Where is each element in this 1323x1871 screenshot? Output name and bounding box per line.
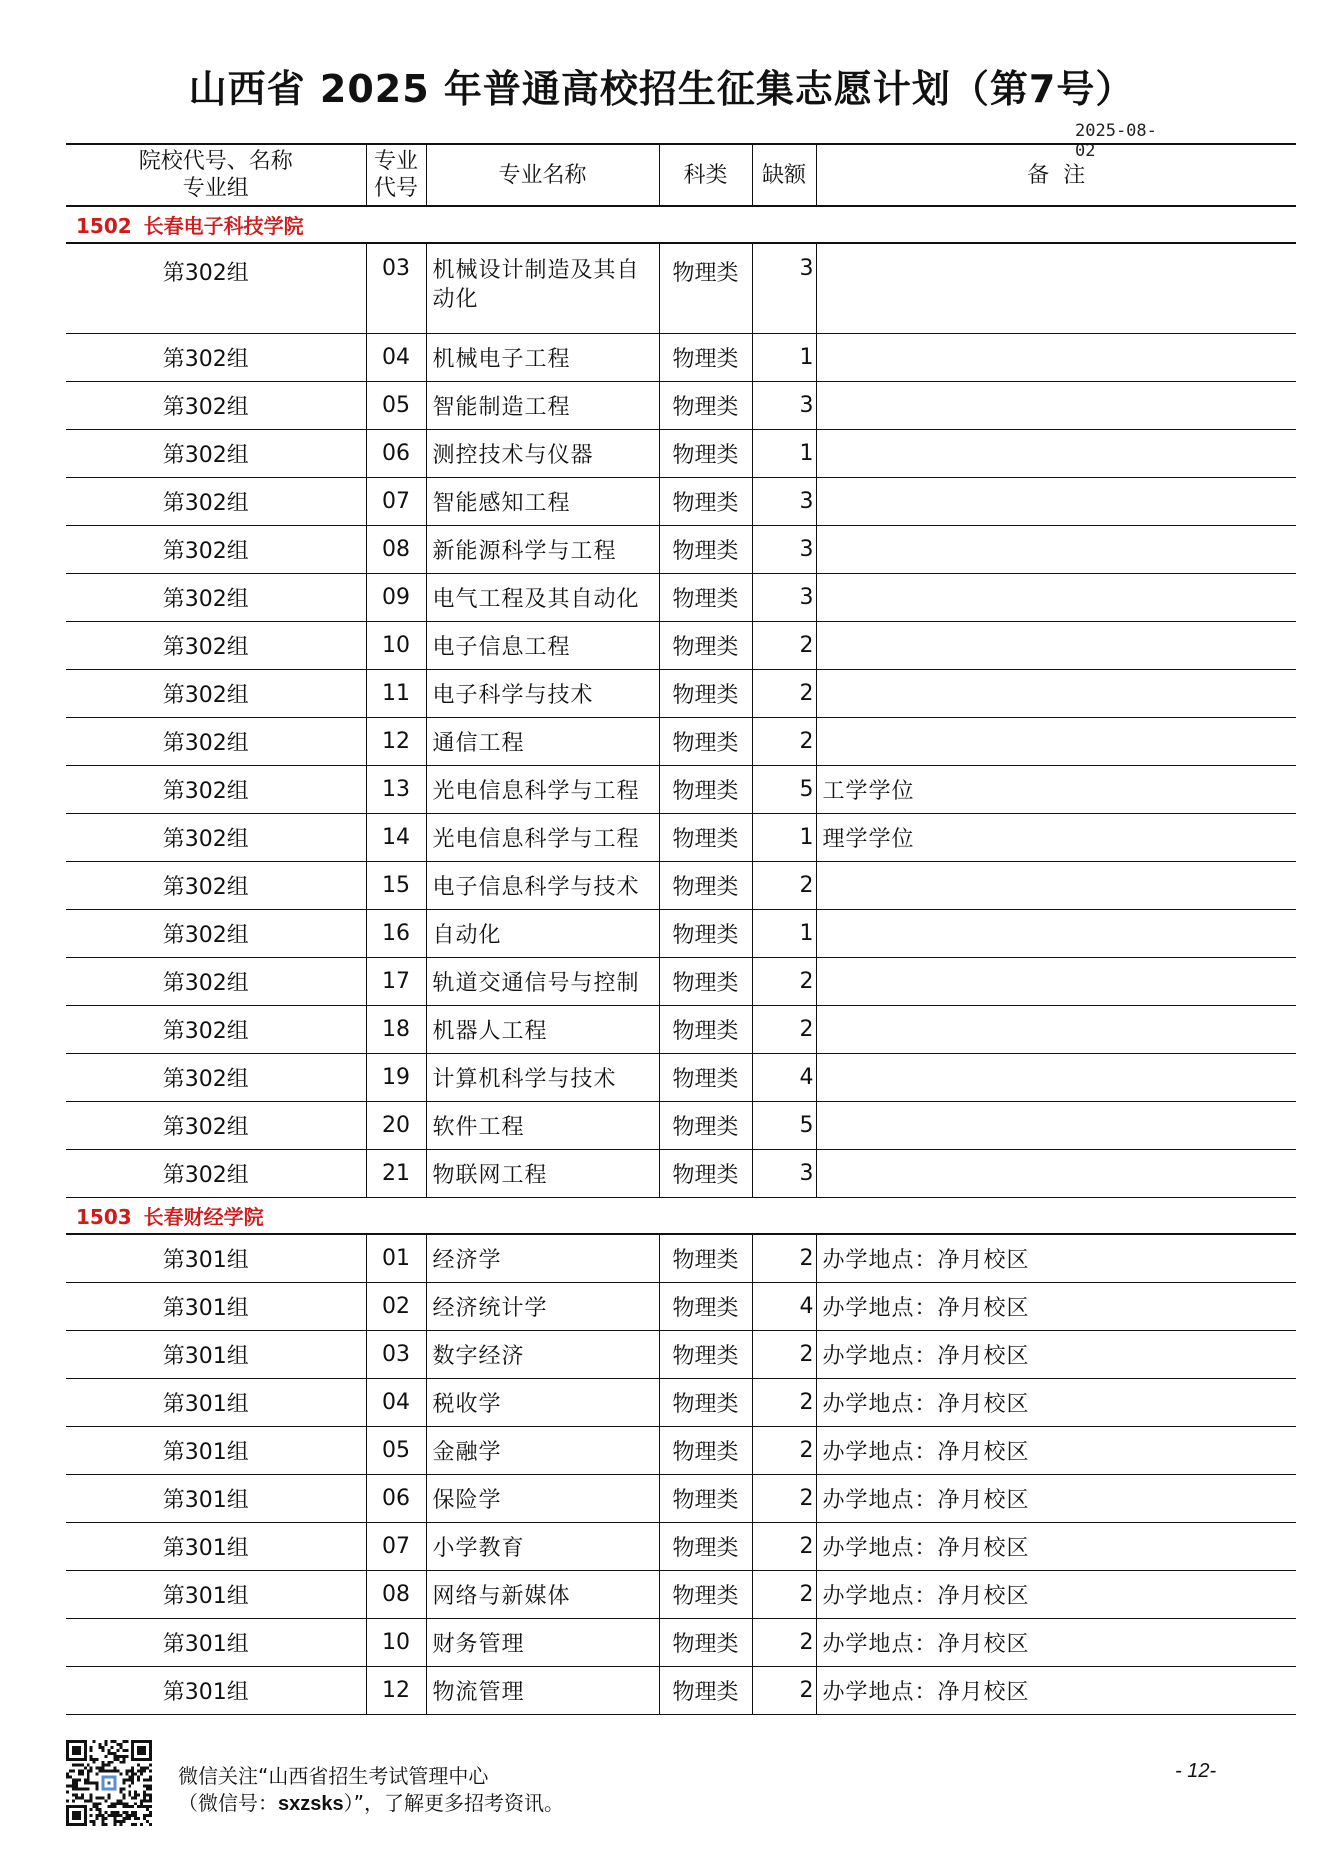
page-footer <box>0 1740 1323 1840</box>
table-row <box>66 526 1296 574</box>
vacancy-cell: 5 <box>752 1102 816 1150</box>
major-group-cell: 第302组 <box>66 1102 366 1150</box>
remarks-cell: 办学地点：净月校区 <box>816 1571 1296 1619</box>
major-code-cell: 12 <box>366 1667 426 1715</box>
vacancy-cell: 5 <box>752 766 816 814</box>
major-name-line: 电子科学与技术 <box>432 683 594 708</box>
major-name-cell <box>426 718 659 766</box>
vacancy-cell: 4 <box>752 1054 816 1102</box>
major-code-cell: 10 <box>366 1619 426 1667</box>
major-group-cell: 第302组 <box>66 334 366 382</box>
vacancy-cell: 1 <box>752 430 816 478</box>
category-cell: 物理类 <box>659 1571 752 1619</box>
major-name-line: 数字经济 <box>432 1344 525 1369</box>
major-code-cell: 03 <box>366 1331 426 1379</box>
category-cell: 物理类 <box>659 622 752 670</box>
table-row <box>66 1006 1296 1054</box>
major-name-line: 网络与新媒体 <box>432 1584 571 1609</box>
vacancy-cell: 3 <box>752 574 816 622</box>
header-school-group-line2: 专业组 <box>182 176 249 201</box>
table-row <box>66 718 1296 766</box>
category-cell: 物理类 <box>659 862 752 910</box>
table-row <box>66 1379 1296 1427</box>
category-cell: 物理类 <box>659 1054 752 1102</box>
major-group-cell: 第302组 <box>66 718 366 766</box>
category-cell: 物理类 <box>659 1667 752 1715</box>
category-cell: 物理类 <box>659 1523 752 1571</box>
table-row <box>66 1150 1296 1198</box>
major-name-line: 保险学 <box>432 1488 502 1513</box>
major-name-cell <box>426 334 659 382</box>
school-code: 1503 <box>76 1205 132 1229</box>
table-row <box>66 382 1296 430</box>
major-group-cell: 第302组 <box>66 243 366 334</box>
major-name-cell <box>426 766 659 814</box>
major-group-cell: 第302组 <box>66 958 366 1006</box>
major-group-cell: 第302组 <box>66 910 366 958</box>
category-cell: 物理类 <box>659 1102 752 1150</box>
major-name-line: 机械电子工程 <box>432 347 571 372</box>
major-name-line: 动化 <box>432 287 479 312</box>
major-name-line: 测控技术与仪器 <box>432 443 594 468</box>
table-row <box>66 478 1296 526</box>
major-name-line: 税收学 <box>432 1392 502 1417</box>
major-name-cell <box>426 1234 659 1283</box>
table-body <box>66 206 1296 1715</box>
major-group-cell: 第302组 <box>66 478 366 526</box>
remarks-cell <box>816 243 1296 334</box>
vacancy-cell: 4 <box>752 1283 816 1331</box>
major-name-line: 金融学 <box>432 1440 502 1465</box>
major-name-cell <box>426 1523 659 1571</box>
remarks-cell: 办学地点：净月校区 <box>816 1331 1296 1379</box>
vacancy-cell: 1 <box>752 910 816 958</box>
major-code-cell: 01 <box>366 1234 426 1283</box>
category-cell: 物理类 <box>659 1234 752 1283</box>
category-cell: 物理类 <box>659 1331 752 1379</box>
category-cell: 物理类 <box>659 430 752 478</box>
remarks-cell: 办学地点：净月校区 <box>816 1667 1296 1715</box>
category-cell: 物理类 <box>659 1379 752 1427</box>
major-name-cell <box>426 478 659 526</box>
table-row <box>66 1102 1296 1150</box>
vacancy-cell: 1 <box>752 814 816 862</box>
major-group-cell: 第302组 <box>66 430 366 478</box>
table-row <box>66 430 1296 478</box>
major-group-cell: 第301组 <box>66 1667 366 1715</box>
vacancy-cell: 2 <box>752 1379 816 1427</box>
major-code-cell: 08 <box>366 1571 426 1619</box>
remarks-cell: 办学地点：净月校区 <box>816 1523 1296 1571</box>
remarks-cell <box>816 910 1296 958</box>
vacancy-cell: 2 <box>752 670 816 718</box>
vacancy-cell: 3 <box>752 1150 816 1198</box>
remarks-cell <box>816 670 1296 718</box>
major-code-cell: 04 <box>366 1379 426 1427</box>
major-group-cell: 第302组 <box>66 382 366 430</box>
header-school-group <box>66 144 366 206</box>
vacancy-cell: 1 <box>752 334 816 382</box>
table-row <box>66 1523 1296 1571</box>
major-name-line: 机械设计制造及其自 <box>432 258 640 283</box>
header-major-code-line1: 专业 <box>373 149 418 174</box>
category-cell: 物理类 <box>659 1150 752 1198</box>
table-row <box>66 622 1296 670</box>
category-cell: 物理类 <box>659 1427 752 1475</box>
table-row <box>66 1619 1296 1667</box>
remarks-cell <box>816 622 1296 670</box>
major-name-cell <box>426 243 659 334</box>
header-major-code-line2: 代号 <box>373 176 418 201</box>
major-name-line: 智能制造工程 <box>432 395 571 420</box>
header-major-name: 专业名称 <box>426 144 659 206</box>
major-code-cell: 05 <box>366 382 426 430</box>
vacancy-cell: 3 <box>752 526 816 574</box>
remarks-cell <box>816 526 1296 574</box>
school-name: 长春财经学院 <box>143 1205 264 1229</box>
major-name-line: 电气工程及其自动化 <box>432 587 640 612</box>
vacancy-cell: 2 <box>752 1475 816 1523</box>
page-number: - 12- <box>1175 1760 1217 1782</box>
remarks-cell <box>816 862 1296 910</box>
category-cell: 物理类 <box>659 958 752 1006</box>
remarks-cell <box>816 574 1296 622</box>
major-code-cell: 09 <box>366 574 426 622</box>
major-group-cell: 第302组 <box>66 862 366 910</box>
major-code-cell: 06 <box>366 430 426 478</box>
vacancy-cell: 2 <box>752 1571 816 1619</box>
category-cell: 物理类 <box>659 478 752 526</box>
major-name-cell <box>426 382 659 430</box>
wechat-follow-prefix: （微信号： <box>178 1791 278 1815</box>
remarks-cell <box>816 1054 1296 1102</box>
major-name-cell <box>426 574 659 622</box>
table-row <box>66 766 1296 814</box>
major-name-cell <box>426 1667 659 1715</box>
school-heading <box>66 1198 1296 1235</box>
major-name-line: 经济统计学 <box>432 1296 548 1321</box>
remarks-cell <box>816 1006 1296 1054</box>
table-row <box>66 1234 1296 1283</box>
major-name-line: 自动化 <box>432 923 502 948</box>
category-cell: 物理类 <box>659 718 752 766</box>
vacancy-cell: 2 <box>752 1331 816 1379</box>
major-group-cell: 第302组 <box>66 1006 366 1054</box>
major-name-cell <box>426 1427 659 1475</box>
table-row <box>66 1331 1296 1379</box>
major-name-cell <box>426 1283 659 1331</box>
major-name-cell <box>426 430 659 478</box>
vacancy-cell: 2 <box>752 1234 816 1283</box>
major-name-cell <box>426 1006 659 1054</box>
vacancy-cell: 2 <box>752 1619 816 1667</box>
major-group-cell: 第301组 <box>66 1523 366 1571</box>
category-cell: 物理类 <box>659 334 752 382</box>
major-name-cell <box>426 1571 659 1619</box>
major-name-cell <box>426 622 659 670</box>
major-name-cell <box>426 1619 659 1667</box>
remarks-cell: 办学地点：净月校区 <box>816 1379 1296 1427</box>
major-code-cell: 17 <box>366 958 426 1006</box>
remarks-cell: 办学地点：净月校区 <box>816 1283 1296 1331</box>
table-row <box>66 958 1296 1006</box>
vacancy-cell: 2 <box>752 622 816 670</box>
major-name-cell <box>426 1054 659 1102</box>
remarks-cell <box>816 478 1296 526</box>
table-row <box>66 1427 1296 1475</box>
major-group-cell: 第301组 <box>66 1283 366 1331</box>
table-row <box>66 814 1296 862</box>
major-code-cell: 03 <box>366 243 426 334</box>
major-code-cell: 15 <box>366 862 426 910</box>
category-cell: 物理类 <box>659 243 752 334</box>
major-code-cell: 05 <box>366 1427 426 1475</box>
remarks-cell: 理学学位 <box>816 814 1296 862</box>
vacancy-cell: 3 <box>752 243 816 334</box>
major-name-cell <box>426 862 659 910</box>
remarks-cell <box>816 1102 1296 1150</box>
major-name-cell <box>426 910 659 958</box>
header-major-code <box>366 144 426 206</box>
table-row <box>66 1054 1296 1102</box>
table-row <box>66 243 1296 334</box>
wechat-follow-suffix: ）”，了解更多招考资讯。 <box>343 1791 564 1815</box>
table-row <box>66 574 1296 622</box>
table-row <box>66 862 1296 910</box>
vacancy-cell: 2 <box>752 718 816 766</box>
vacancy-cell: 3 <box>752 478 816 526</box>
major-name-cell <box>426 670 659 718</box>
remarks-cell: 工学学位 <box>816 766 1296 814</box>
major-name-line: 智能感知工程 <box>432 491 571 516</box>
major-name-cell <box>426 1150 659 1198</box>
major-group-cell: 第302组 <box>66 1150 366 1198</box>
remarks-cell <box>816 382 1296 430</box>
document-title: 山西省 2025 年普通高校招生征集志愿计划（第7号） <box>188 67 1135 111</box>
major-code-cell: 19 <box>366 1054 426 1102</box>
major-code-cell: 20 <box>366 1102 426 1150</box>
major-name-cell <box>426 526 659 574</box>
category-cell: 物理类 <box>659 1283 752 1331</box>
major-code-cell: 07 <box>366 478 426 526</box>
major-code-cell: 06 <box>366 1475 426 1523</box>
major-group-cell: 第302组 <box>66 622 366 670</box>
major-name-line: 光电信息科学与工程 <box>432 827 640 852</box>
header-remarks: 备 注 <box>816 144 1296 206</box>
major-name-line: 物流管理 <box>432 1680 525 1705</box>
major-group-cell: 第301组 <box>66 1234 366 1283</box>
major-name-line: 电子信息科学与技术 <box>432 875 640 900</box>
major-code-cell: 10 <box>366 622 426 670</box>
remarks-cell <box>816 334 1296 382</box>
qr-code-icon <box>66 1740 152 1826</box>
major-name-cell <box>426 1102 659 1150</box>
major-code-cell: 04 <box>366 334 426 382</box>
major-group-cell: 第302组 <box>66 814 366 862</box>
table-row <box>66 334 1296 382</box>
major-group-cell: 第301组 <box>66 1475 366 1523</box>
enrollment-plan-table <box>66 143 1296 1715</box>
table-row <box>66 670 1296 718</box>
category-cell: 物理类 <box>659 574 752 622</box>
header-category: 科类 <box>659 144 752 206</box>
vacancy-cell: 2 <box>752 1667 816 1715</box>
table-row <box>66 1667 1296 1715</box>
major-group-cell: 第301组 <box>66 1619 366 1667</box>
major-name-cell <box>426 1331 659 1379</box>
major-group-cell: 第301组 <box>66 1571 366 1619</box>
remarks-cell <box>816 1150 1296 1198</box>
major-name-line: 轨道交通信号与控制 <box>432 971 640 996</box>
publish-date: 2025-08-02 <box>1075 121 1157 161</box>
major-group-cell: 第301组 <box>66 1331 366 1379</box>
major-code-cell: 11 <box>366 670 426 718</box>
major-code-cell: 18 <box>366 1006 426 1054</box>
school-name: 长春电子科技学院 <box>143 214 304 238</box>
table-row <box>66 910 1296 958</box>
wechat-follow-line1: 微信关注“山西省招生考试管理中心 <box>178 1764 489 1788</box>
category-cell: 物理类 <box>659 1475 752 1523</box>
major-name-line: 小学教育 <box>432 1536 525 1561</box>
major-group-cell: 第302组 <box>66 670 366 718</box>
vacancy-cell: 2 <box>752 862 816 910</box>
major-group-cell: 第301组 <box>66 1379 366 1427</box>
vacancy-cell: 2 <box>752 958 816 1006</box>
vacancy-cell: 2 <box>752 1523 816 1571</box>
category-cell: 物理类 <box>659 382 752 430</box>
major-name-cell <box>426 814 659 862</box>
table-header-row <box>66 144 1296 206</box>
major-name-line: 软件工程 <box>432 1115 525 1140</box>
header-vacancy: 缺额 <box>752 144 816 206</box>
school-code: 1502 <box>76 214 132 238</box>
category-cell: 物理类 <box>659 766 752 814</box>
table-row <box>66 1571 1296 1619</box>
major-group-cell: 第302组 <box>66 1054 366 1102</box>
major-code-cell: 07 <box>366 1523 426 1571</box>
remarks-cell: 办学地点：净月校区 <box>816 1619 1296 1667</box>
remarks-cell: 办学地点：净月校区 <box>816 1475 1296 1523</box>
major-code-cell: 12 <box>366 718 426 766</box>
table-row <box>66 1283 1296 1331</box>
major-code-cell: 21 <box>366 1150 426 1198</box>
remarks-cell <box>816 430 1296 478</box>
category-cell: 物理类 <box>659 670 752 718</box>
major-code-cell: 16 <box>366 910 426 958</box>
remarks-cell: 办学地点：净月校区 <box>816 1427 1296 1475</box>
major-group-cell: 第302组 <box>66 766 366 814</box>
category-cell: 物理类 <box>659 910 752 958</box>
remarks-cell <box>816 718 1296 766</box>
category-cell: 物理类 <box>659 1619 752 1667</box>
table-row <box>66 1475 1296 1523</box>
major-name-cell <box>426 958 659 1006</box>
major-name-cell <box>426 1379 659 1427</box>
vacancy-cell: 2 <box>752 1006 816 1054</box>
major-name-cell <box>426 1475 659 1523</box>
school-heading <box>66 206 1296 243</box>
vacancy-cell: 3 <box>752 382 816 430</box>
remarks-cell: 办学地点：净月校区 <box>816 1234 1296 1283</box>
major-name-line: 物联网工程 <box>432 1163 548 1188</box>
enrollment-plan-table-container <box>66 143 1296 1715</box>
major-name-line: 电子信息工程 <box>432 635 571 660</box>
school-heading-row <box>66 206 1296 243</box>
wechat-follow-line2 <box>178 1787 564 1816</box>
major-name-line: 经济学 <box>432 1248 502 1273</box>
major-group-cell: 第301组 <box>66 1427 366 1475</box>
category-cell: 物理类 <box>659 814 752 862</box>
major-code-cell: 14 <box>366 814 426 862</box>
major-name-line: 通信工程 <box>432 731 525 756</box>
major-group-cell: 第302组 <box>66 526 366 574</box>
vacancy-cell: 2 <box>752 1427 816 1475</box>
category-cell: 物理类 <box>659 1006 752 1054</box>
major-group-cell: 第302组 <box>66 574 366 622</box>
major-code-cell: 02 <box>366 1283 426 1331</box>
header-school-group-line1: 院校代号、名称 <box>138 149 293 174</box>
remarks-cell <box>816 958 1296 1006</box>
major-code-cell: 13 <box>366 766 426 814</box>
major-name-line: 计算机科学与技术 <box>432 1067 617 1092</box>
category-cell: 物理类 <box>659 526 752 574</box>
wechat-id: sxzsks <box>278 1793 344 1815</box>
major-name-line: 财务管理 <box>432 1632 525 1657</box>
major-name-line: 光电信息科学与工程 <box>432 779 640 804</box>
major-code-cell: 08 <box>366 526 426 574</box>
major-name-line: 机器人工程 <box>432 1019 548 1044</box>
school-heading-row <box>66 1198 1296 1235</box>
major-name-line: 新能源科学与工程 <box>432 539 617 564</box>
